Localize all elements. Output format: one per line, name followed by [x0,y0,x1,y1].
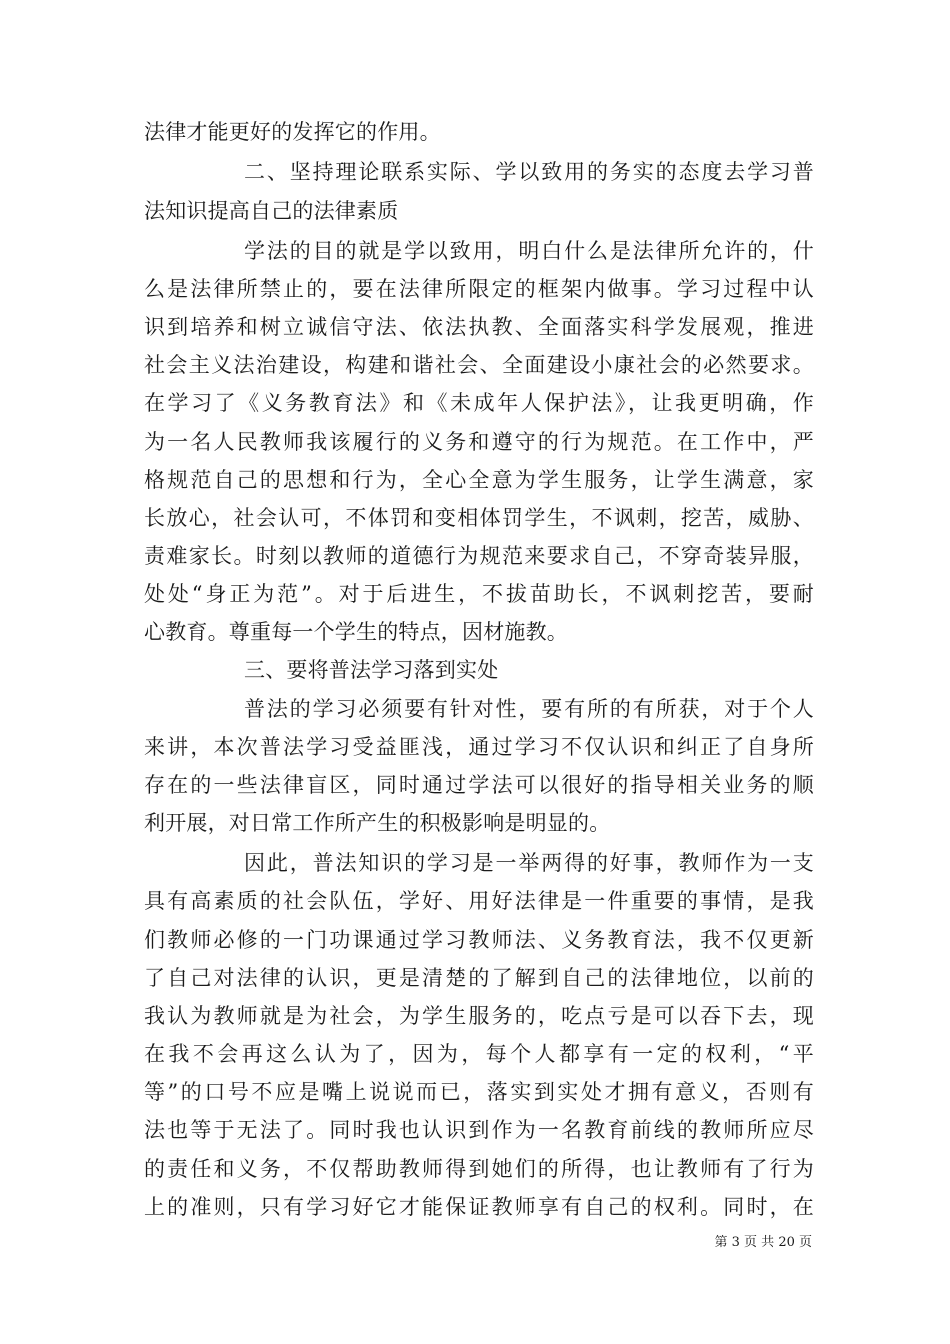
text-line: 为一名人民教师我该履行的义务和遵守的行为规范。在工作中，严 [144,430,814,454]
text-line: 社会主义法治建设，构建和谐社会、全面建设小康社会的必然要求。 [144,353,814,377]
text-line: 心教育。尊重每一个学生的特点，因材施教。 [144,620,568,644]
text-line: 么是法律所禁止的，要在法律所限定的框架内做事。学习过程中认 [144,277,814,301]
text-line: 上的准则，只有学习好它才能保证教师享有自己的权利。同时，在 [144,1195,814,1219]
page-number: 第 3 页 共 20 页 [714,1235,812,1250]
text-line: 们教师必修的一门功课通过学习教师法、义务教育法，我不仅更新 [144,928,814,952]
text-line: 格规范自己的思想和行为，全心全意为学生服务，让学生满意，家 [144,468,814,492]
text-line: 存在的一些法律盲区，同时通过学法可以很好的指导相关业务的顺 [144,773,814,797]
paragraph-first-line: 普法的学习必须要有针对性，要有所的有所获，对于个人 [244,697,814,721]
section-heading: 三、要将普法学习落到实处 [244,658,499,682]
text-line: 我认为教师就是为社会，为学生服务的，吃点亏是可以吞下去，现 [144,1004,814,1028]
text-line: 识到培养和树立诚信守法、依法执教、全面落实科学发展观，推进 [144,315,814,339]
text-line: 长放心，社会认可，不体罚和变相体罚学生，不讽刺，挖苦，威胁、 [144,506,814,530]
section-heading-continued: 法知识提高自己的法律素质 [144,199,399,223]
text-line: 等”的口号不应是嘴上说说而已，落实到实处才拥有意义，否则有 [144,1080,814,1104]
text-line: 利开展，对日常工作所产生的积极影响是明显的。 [144,811,611,835]
text-line: 来讲，本次普法学习受益匪浅，通过学习不仅认识和纠正了自身所 [144,735,814,759]
text-line: 了自己对法律的认识，更是清楚的了解到自己的法律地位，以前的 [144,966,814,990]
text-line: 法律才能更好的发挥它的作用。 [144,120,441,144]
section-heading: 二、坚持理论联系实际、学以致用的务实的态度去学习普 [244,160,814,184]
text-line: 处处“身正为范”。对于后进生，不拔苗助长，不讽刺挖苦，要耐 [144,582,814,606]
text-line: 在我不会再这么认为了，因为，每个人都享有一定的权利，“平 [144,1042,814,1066]
text-line: 法也等于无法了。同时我也认识到作为一名教育前线的教师所应尽 [144,1118,814,1142]
paragraph-first-line: 因此，普法知识的学习是一举两得的好事，教师作为一支 [244,851,814,875]
text-line: 的责任和义务，不仅帮助教师得到她们的所得，也让教师有了行为 [144,1157,814,1181]
text-line: 在学习了《义务教育法》和《未成年人保护法》，让我更明确，作 [144,391,814,415]
text-line: 责难家长。时刻以教师的道德行为规范来要求自己，不穿奇装异服， [144,544,814,568]
paragraph-first-line: 学法的目的就是学以致用，明白什么是法律所允许的，什 [244,239,814,263]
text-line: 具有高素质的社会队伍，学好、用好法律是一件重要的事情，是我 [144,889,814,913]
